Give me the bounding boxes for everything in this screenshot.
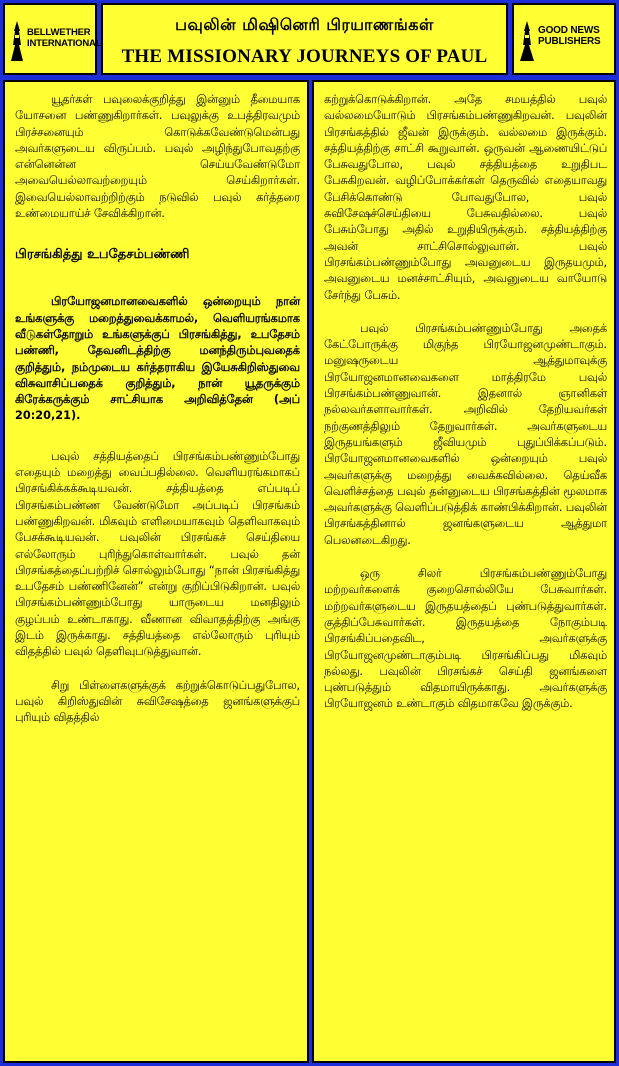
logo-left-line2: INTERNATIONAL xyxy=(27,38,102,49)
left-column xyxy=(3,80,309,1063)
publisher-logo-right xyxy=(512,3,616,75)
logo-left-line1: BELLWETHER xyxy=(27,27,91,38)
publisher-logo-left xyxy=(3,3,102,75)
right-paragraph-3: ஒரு சிலர் பிரசங்கம்பண்ணும்போது மற்றவர்களைக் குறைசொல்லியே பேசுவார்கள். மற்றவர்களுடைய இருதயத்தைப் புண்படுத்துவார்கள். குத்திப்பேசுவார்கள். இருதயத்தை நோகும்படி பிரசங்கிப்பதைவிட, அவர்களுக்கு பிரயோஜனமுண்டாகும்படி பிரசங்கிப்பது மிகவும் நல்லது. பவுலின் பிரசங்கச் செய்தி ஜனங்களை புண்படுத்தும் விதமாயிருக்காது. அவர்களுக்கு பிரயோஜனம் உண்டாகும் விதமாகவே இருக்கும். xyxy=(324,567,607,711)
right-column xyxy=(312,80,616,1063)
left-paragraph-4: சிறு பிள்ளைகளுக்குக் கற்றுக்கொடுப்பதுபோல, பவுல் கிறிஸ்துவின் சுவிசேஷத்தை ஜனங்களுக்குப் புரியும் விதத்தில் xyxy=(15,678,300,725)
title-banner xyxy=(101,3,508,75)
tower-icon xyxy=(518,21,536,61)
right-paragraph-2: பவுல் பிரசங்கம்பண்ணும்போது அதைக் கேட்போருக்கு மிகுந்த பிரயோஜனமுண்டாகும். மனுஷருடைய ஆத்துமாவுக்கு பிரயோஜனமானவைகளை மாத்திரமே பவுல் பிரசங்கம்பண்ணுவான். இதனால் ஞானிகள் நல்லவர்களாவார்கள். அறிவில் தேறியவர்கள் நற்குணத்திலும் தேறுவார்கள். அவர்களுடைய இருதயங்களும் ஜீவியமும் புதுப்பிக்கப்படும். பிரயோஜனமானவைகளில் ஒன்றையும் பவுல் அவர்களுக்கு மறைத்து வைக்கவில்லை. தெய்வீக வெளிச்சத்தை பவுல் தன்னுடைய பிரசங்கத்தின் மூலமாக அவர்களுக்கு வெளிப்படுத்திக் காண்பிக்கிறான். பவுலின் பிரசங்கத்தினால் ஜனங்களுடைய ஆத்துமா பெலனடைகிறது. xyxy=(324,321,607,547)
tower-icon xyxy=(9,21,25,61)
right-paragraph-1: கற்றுக்கொடுக்கிறான். அதே சமயத்தில் பவுல் வல்லமையோடும் பிரசங்கம்பண்ணுகிறவன். பவுலின் பிரசங்கத்தில் ஜீவன் இருக்கும். வல்லமை இருக்கும். சத்தியத்திற்கு சாட்சி கூறுவான். ஒருவன் ஆணையிட்டுப் பேசுவதுபோல, பவுல் சத்தியத்தை உறுதிபட பேசுகிறவன். வழிப்போக்கர்கள் தெருவில் எதையாவது பேசிக்கொண்டு போவதுபோல, பவுல் சுவிசேஷச்செய்தியை பேசுவதில்லை. பவுல் பேசும்போது அதில் உறுதியிருக்கும். சத்தியத்திற்கு அவன் சாட்சிசொல்லுவான். பவுல் பிரசங்கம்பண்ணும்போது அவனுடைய இருதயமும், அவனுடைய மனச்சாட்சியும், அவனுடைய வாயோடு சேர்ந்து பேசும். xyxy=(324,93,607,302)
left-paragraph-3: பவுல் சத்தியத்தைப் பிரசங்கம்பண்ணும்போது எதையும் மறைத்து வைப்பதில்லை. வெளியரங்கமாகப் பிரசங்கிக்கக்கூடியவன். சத்தியத்தை எப்படிப் பிரசங்கம்பண்ண வேண்டுமோ அப்படிப் பிரசங்கம் பண்ணுகிறவன். மிகவும் எளிமையாகவும் தெளிவாகவும் பேசக்கூடியவன். பவுலின் பிரசங்கச் செய்தியை எல்லோரும் புரிந்துகொள்வார்கள். பவுல் தன் பிரசங்கத்தைப்பற்றிச் சொல்லும்போது “நான் பிரசங்கித்து உபதேசம் பண்ணினேன்” என்று குறிப்பிடுகிறான். பவுல் பிரசங்கம்பண்ணும்போது யாருடைய மனதிலும் குழப்பம் உண்டாகாது. வீணான விவாதத்திற்கு அங்கு இடம் இருக்காது. சத்தியத்தை எல்லோரும் புரியும் விதத்தில் பவுல் தெளிவுபடுத்துவான். xyxy=(15,449,300,659)
logo-left-text xyxy=(27,27,101,49)
scripture-quote: பிரயோஜனமானவைகளில் ஒன்றையும் நான் உங்களுக்கு மறைத்துவைக்காமல், வெளியரங்கமாக வீடுகள்தோறும் உங்களுக்குப் பிரசங்கித்து, உபதேசம் பண்ணி, தேவனிடத்திற்கு மனந்திரும்புவதைக் குறித்தும், நம்முடைய கர்த்தராகிய இயேசுகிறிஸ்துவை விசுவாசிப்பதைக் குறித்தும், நான் யூதருக்கும் கிரேக்கருக்கும் சாட்சியாக அறிவித்தேன் (அப் 20:20,21). xyxy=(15,295,300,423)
section-heading: பிரசங்கித்து உபதேசம்பண்ணி xyxy=(15,247,190,263)
logo-right-line2: PUBLISHERS xyxy=(538,36,601,47)
logo-right-text xyxy=(538,25,600,47)
logo-right-line1: GOOD NEWS xyxy=(538,25,600,36)
title-english: THE MISSIONARY JOURNEYS OF PAUL xyxy=(121,46,488,67)
left-paragraph-1: யூதர்கள் பவுலைக்குறித்து இன்னும் தீமையாக யோசனை பண்ணுகிறார்கள். பவுலுக்கு உபத்திரவமும் பிரச்சனையும் கொடுக்கவேண்டுமென்பது அவர்களுடைய விருப்பம். பவுல் அழிந்துபோவதற்கு என்னென்ன செய்யவேண்டுமோ அவையெல்லாவற்றையும் செய்கிறார்கள். இவையெல்லாவற்றிற்கும் நடுவில் பவுல் கர்த்தரை உண்மையாய்ச் சேவிக்கிறான். xyxy=(15,93,300,221)
title-tamil: பவுலின் மிஷினெரி பிரயாணங்கள் xyxy=(175,15,434,34)
